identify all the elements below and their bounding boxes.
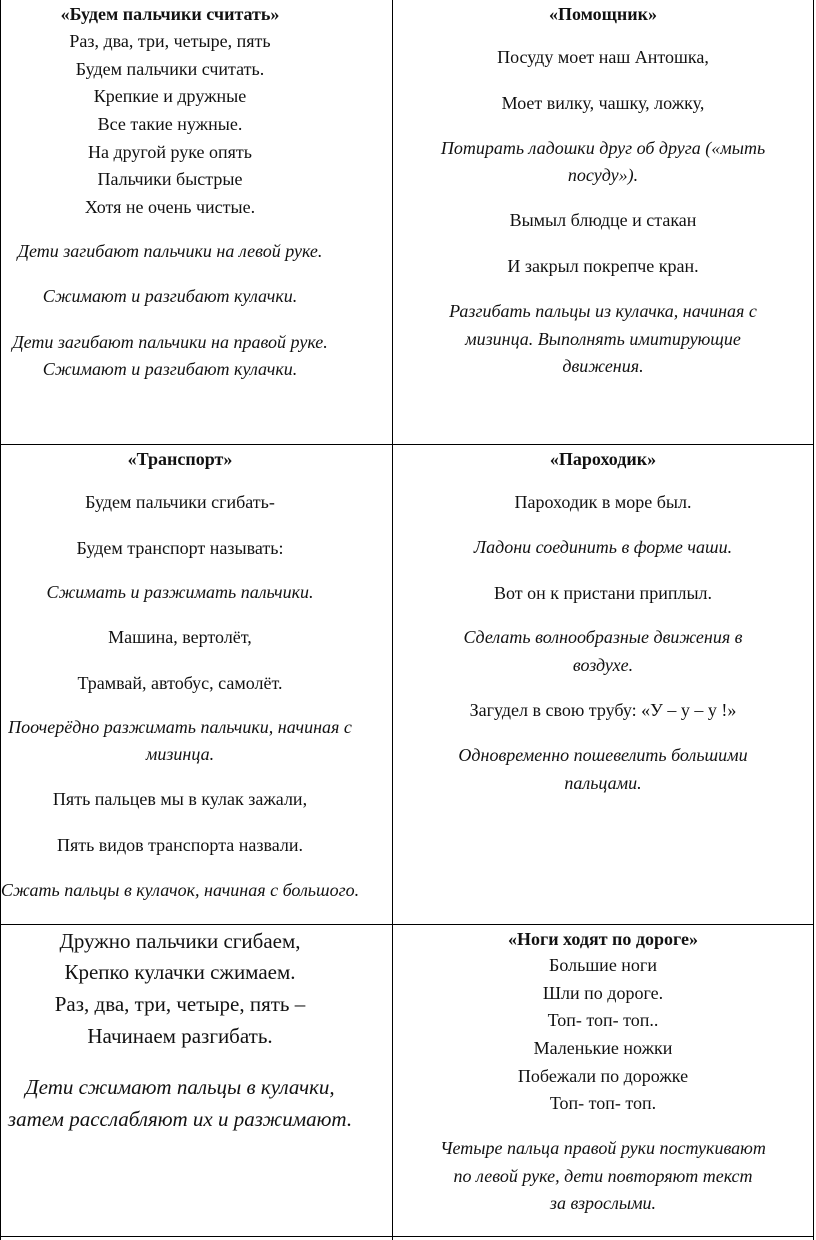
instruction-line: по левой руке, дети повторяют текст: [453, 1166, 753, 1186]
instruction-line: Четыре пальца правой руки постукивают: [440, 1138, 766, 1158]
poem-line: Пальчики быстрые: [97, 169, 243, 189]
card-parokhodik: [393, 445, 813, 924]
poem-line: Вымыл блюдце и стакан: [509, 210, 697, 230]
poem-line: Будем транспорт называть:: [76, 538, 284, 558]
poem-line: Крепко кулачки сжимаем.: [64, 960, 296, 984]
poem-line: Шли по дороге.: [542, 983, 664, 1003]
poem-line: Хотя не очень чистые.: [84, 197, 256, 217]
instruction-line: затем расслабляют их и разжимают.: [7, 1107, 353, 1131]
instruction-line: Разгибать пальцы из кулачка, начиная с: [449, 301, 757, 321]
card-transport: [0, 445, 390, 924]
poem-line: Посуду моет наш Антошка,: [497, 47, 709, 67]
card-title: «Пароходик»: [549, 449, 657, 469]
poem-line: Большие ноги: [549, 955, 657, 975]
card-druzhno-palchiki: [0, 925, 380, 1236]
instruction-line: Дети сжимают пальцы в кулачки,: [25, 1075, 335, 1099]
instruction-line: движения.: [562, 356, 644, 376]
card-budem-palchiki-schitat: [0, 0, 370, 444]
instruction-line: воздухе.: [572, 655, 634, 675]
instruction-line: Дети загибают пальчики на правой руке.: [12, 332, 328, 352]
poem-line: Раз, два, три, четыре, пять –: [54, 992, 306, 1016]
instruction-line: Сжимают и разгибают кулачки.: [42, 286, 298, 306]
instruction-line: пальцами.: [564, 773, 642, 793]
instruction-line: посуду»).: [567, 165, 639, 185]
poem-line: Вот он к пристани приплыл.: [493, 583, 713, 603]
poem-line: Топ- топ- топ..: [547, 1010, 659, 1030]
poem-line: Трамвай, автобус, самолёт.: [77, 673, 283, 693]
instruction-line: Потирать ладошки друг об друга («мыть: [440, 138, 766, 158]
instruction-line: Дети загибают пальчики на левой руке.: [17, 241, 323, 261]
poem-line: Пароходик в море был.: [514, 492, 692, 512]
poem-line: Пять пальцев мы в кулак зажали,: [52, 789, 308, 809]
instruction-line: мизинца.: [145, 744, 215, 764]
instruction-line: Одновременно пошевелить большими: [458, 745, 748, 765]
card-title: «Помощник»: [549, 4, 657, 24]
poem-line: Будем пальчики сгибать-: [85, 492, 275, 512]
poem-line: Пять видов транспорта назвали.: [56, 835, 304, 855]
poem-line: И закрыл покрепче кран.: [507, 256, 699, 276]
poem-line: Раз, два, три, четыре, пять: [69, 31, 271, 51]
poem-line: Маленькие ножки: [533, 1038, 673, 1058]
instruction-line: Сжимают и разгибают кулачки.: [42, 359, 298, 379]
poem-line: Машина, вертолёт,: [108, 627, 252, 647]
poem-line: Будем пальчики считать.: [75, 59, 265, 79]
card-title: «Будем пальчики считать»: [60, 4, 280, 24]
poem-line: Загудел в свою трубу: «У – у – у !»: [469, 700, 737, 720]
poem-line: На другой руке опять: [87, 142, 252, 162]
poem-line: Все такие нужные.: [97, 114, 243, 134]
table-border-right: [813, 0, 814, 1240]
card-pomoshchnik: [393, 0, 813, 444]
card-nogi-khodyat-po-doroge: [393, 925, 813, 1236]
table-border-bottom: [0, 1236, 814, 1237]
instruction-line: за взрослыми.: [549, 1193, 657, 1213]
poem-line: Топ- топ- топ.: [549, 1093, 657, 1113]
poem-line: Побежали по дорожке: [517, 1066, 689, 1086]
poem-line: Моет вилку, чашку, ложку,: [501, 93, 705, 113]
instruction-line: Ладони соединить в форме чаши.: [473, 537, 733, 557]
poem-line: Дружно пальчики сгибаем,: [59, 929, 301, 953]
poem-line: Начинаем разгибать.: [87, 1024, 273, 1048]
card-title: «Ноги ходят по дороге»: [508, 929, 698, 949]
instruction-line: Сжимать и разжимать пальчики.: [46, 582, 314, 602]
instruction-line: Сделать волнообразные движения в: [463, 627, 743, 647]
card-title: «Транспорт»: [127, 449, 233, 469]
poem-line: Крепкие и дружные: [93, 86, 247, 106]
instruction-line: мизинца. Выполнять имитирующие: [465, 329, 741, 349]
instruction-line: Поочерёдно разжимать пальчики, начиная с: [8, 717, 352, 737]
instruction-line: Сжать пальцы в кулачок, начиная с большого.: [0, 880, 360, 900]
